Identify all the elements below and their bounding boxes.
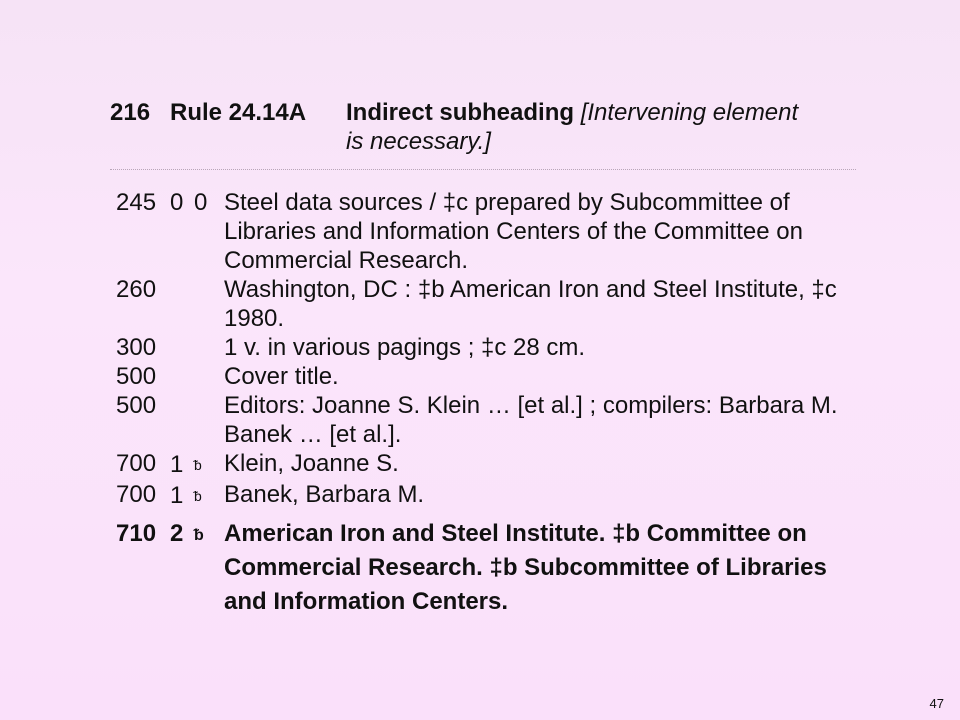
blank-indicator-icon: ᵬ [194, 457, 202, 473]
indicator-1: 0 [170, 189, 184, 216]
field-content: Steel data sources / ‡c prepared by Subcommittee of Libraries and Information Centers of the Committee on Commercial Research. [224, 189, 803, 274]
blank-indicator-icon: ᵬ [194, 526, 204, 544]
blank-indicator-icon: ᵬ [194, 488, 202, 504]
field-indicators [170, 275, 224, 277]
marc-field-500 [110, 391, 850, 449]
field-indicators [170, 517, 224, 551]
field-content: Cover title. [224, 363, 339, 390]
example-title-text: Indirect subheading [346, 99, 575, 126]
field-tag: 500 [116, 363, 157, 390]
field-tag: 300 [116, 334, 157, 361]
field-tag: 500 [116, 392, 157, 419]
field-tag: 710 [116, 520, 157, 547]
field-content: Banek, Barbara M. [224, 481, 425, 508]
field-tag: 700 [116, 450, 157, 477]
marc-field-700 [110, 480, 850, 511]
example-note-line2: is necessary.] [346, 128, 491, 155]
field-indicators [170, 391, 224, 393]
marc-field-260 [110, 275, 850, 333]
field-tag: 260 [116, 276, 157, 303]
indicator-1: 1 [170, 451, 184, 478]
field-content: Washington, DC : ‡b American Iron and Steel Institute, ‡c 1980. [224, 276, 837, 332]
page-number: 47 [929, 696, 944, 711]
dotted-divider [110, 169, 856, 170]
field-tag: 700 [116, 481, 157, 508]
marc-record [110, 188, 850, 619]
marc-field-300 [110, 333, 850, 362]
rule-reference: Rule 24.14A [170, 99, 307, 126]
marc-field-245 [110, 188, 850, 275]
example-note-line1: [Intervening element [580, 99, 799, 126]
indicator-1: 1 [170, 482, 184, 509]
field-content: Klein, Joanne S. [224, 450, 399, 477]
example-title [346, 98, 798, 128]
indicator-2: 0 [194, 189, 208, 216]
field-indicators [170, 333, 224, 335]
field-indicators [170, 188, 224, 217]
field-content: American Iron and Steel Institute. ‡b Committee on Commercial Research. ‡b Subcommittee of Libraries and Information Centers. [224, 520, 827, 615]
marc-field-500 [110, 362, 850, 391]
field-content: Editors: Joanne S. Klein … [et al.] ; compilers: Barbara M. Banek … [et al.]. [224, 392, 838, 448]
field-indicators [170, 449, 224, 480]
marc-field-710-highlighted [110, 517, 850, 619]
indicator-1: 2 [170, 520, 184, 547]
marc-field-700 [110, 449, 850, 480]
field-tag: 245 [116, 189, 157, 216]
field-content: 1 v. in various pagings ; ‡c 28 cm. [224, 334, 586, 361]
field-indicators [170, 362, 224, 364]
field-indicators [170, 480, 224, 511]
example-number: 216 [110, 99, 151, 126]
